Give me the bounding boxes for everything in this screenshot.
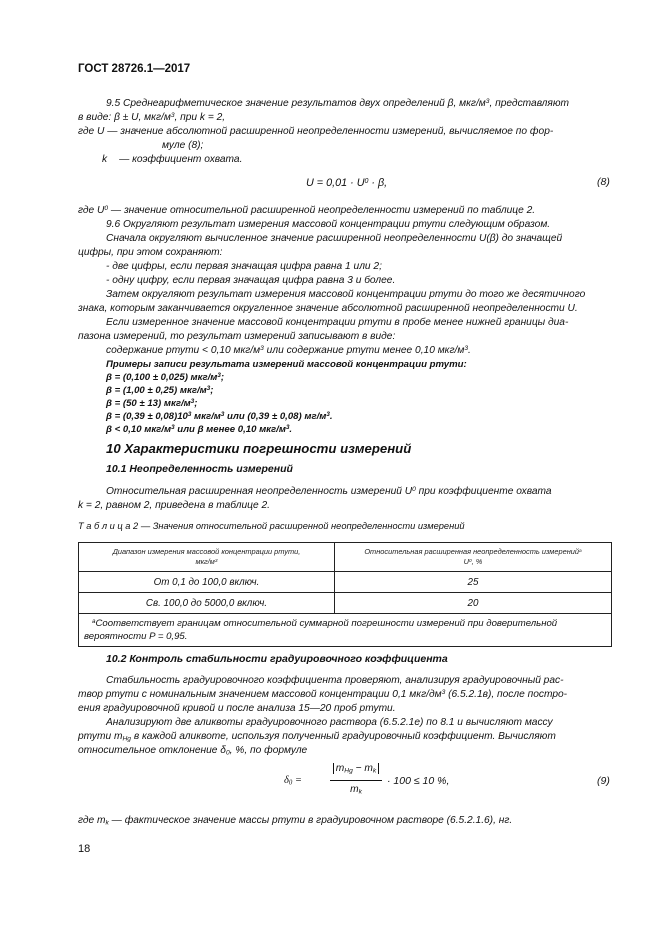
equation-8-number: (8) — [597, 176, 610, 188]
document-header: ГОСТ 28726.1—2017 — [78, 63, 191, 75]
para-below-range-line2: пазона измерений, то результат измерений записывают в виде: — [78, 331, 396, 342]
para-9-5-line2: в виде: β ± U, мкг/$м^3$, при k = 2, — [78, 112, 226, 123]
table-footnote: $^а$Соответствует границам относительной суммарной погрешности измерений при доверительной вероятности P = 0,95. — [79, 614, 612, 647]
para-10-2-line6: относительное отклонение $\delta_0$, %, по формуле — [78, 745, 308, 757]
table-cell-value: 20 — [335, 593, 612, 614]
equation-9-number: (9) — [597, 775, 610, 787]
equation-8: $U = 0,01 \cdot U^0 \cdot \beta$, — [306, 177, 388, 189]
para-rounding-line2: знака, которым заканчивается округленное значение абсолютной расширенной неопределенности U. — [78, 303, 578, 314]
examples-title: Примеры записи результата измерений массовой концентрации ртути: — [106, 359, 467, 370]
column-header-uncertainty: Относительная расширенная неопределенность измерений$^a$ $U^0$, % — [335, 543, 612, 572]
table-footnote-row — [79, 614, 612, 647]
definition-mk: где $m_k$ — фактическое значение массы ртути в градуировочном растворе (6.5.2.1.6), нг. — [78, 815, 513, 827]
definition-U-cont: муле (8); — [162, 140, 204, 151]
table-cell-range: Св. 100,0 до 5000,0 включ. — [79, 593, 335, 614]
para-9-6-line2: Сначала округляют вычисленное значение расширенной неопределенности U(β) до значащей — [106, 233, 563, 244]
para-below-range: Если измеренное значение массовой концентрации ртути в пробе менее нижней границы диа- — [106, 317, 569, 328]
example-1: β = (0,100 ± 0,025) мкг/$м^3$; — [106, 372, 225, 383]
equation-9-denominator: $m_k$ — [350, 784, 362, 796]
para-10-2-line2: твор ртути с номинальным значением массовой концентрации 0,1 мкг/$дм^3$ (6.5.2.1в), после постро- — [78, 689, 568, 700]
definition-k: k — коэффициент охвата. — [102, 154, 243, 165]
table-row — [79, 572, 612, 593]
equation-9-rhs: · 100 ≤ 10 %, — [387, 775, 450, 787]
para-10-2-line5: ртути $m_{Hg}$ в каждой аликвоте, используя полученный градуировочный коэффициент. Вычисляют — [78, 731, 556, 743]
table-row — [79, 593, 612, 614]
below-range-notation: содержание ртути < 0,10 мкг/$м^3$ или содержание ртути менее 0,10 мкг/$м^3$. — [106, 345, 471, 356]
rule-one-digit: - одну цифру, если первая значащая цифра равна 3 и более. — [106, 275, 396, 286]
table-header-row — [79, 543, 612, 572]
definition-U: где U — значение абсолютной расширенной неопределенности измерений, вычисляемое по фор- — [78, 126, 554, 137]
table-cell-range: От 0,1 до 100,0 включ. — [79, 572, 335, 593]
para-rounding: Затем округляют результат измерения массовой концентрации ртути до того же десятичного — [106, 289, 586, 300]
para-9-6-line3: цифры, при этом сохраняют: — [78, 247, 223, 258]
para-10-2-line1: Стабильность градуировочного коэффициента проверяют, анализируя градуировочный рас- — [106, 675, 564, 686]
rule-two-digits: - две цифры, если первая значащая цифра равна 1 или 2; — [106, 261, 382, 272]
equation-9-numerator: $m_{Hg} - m_k$ — [330, 763, 382, 774]
section-10-1-heading: 10.1 Неопределенность измерений — [106, 463, 293, 475]
para-9-6: 9.6 Округляют результат измерения массовой концентрации ртути следующим образом. — [106, 219, 551, 230]
para-9-5-line1: 9.5 Среднеарифметическое значение результатов двух определений β, мкг/$м^3$, представляют — [106, 98, 570, 109]
example-5: β < 0,10 мкг/$м^3$ или β менее 0,10 мкг/$м^3$. — [106, 424, 293, 435]
para-10-2-line3: ения градуировочной кривой и после анализа 15—20 проб ртути. — [78, 703, 396, 714]
fraction-bar — [330, 780, 382, 781]
para-10-1-line2: k = 2, равном 2, приведена в таблице 2. — [78, 500, 270, 511]
section-10-heading: 10 Характеристики погрешности измерений — [106, 441, 412, 456]
page-number: 18 — [78, 843, 91, 855]
column-header-range: Диапазон измерения массовой концентрации ртути, мкг/$м^3$ — [79, 543, 335, 572]
table-cell-value: 25 — [335, 572, 612, 593]
example-3: β = (50 ± 13) мкг/$м^3$; — [106, 398, 198, 409]
section-10-2-heading: 10.2 Контроль стабильности градуировочного коэффициента — [106, 653, 448, 665]
para-10-2-line4: Анализируют две аликвоты градуировочного раствора (6.5.2.1е) по 8.1 и вычисляют массу — [106, 717, 553, 728]
table-2 — [78, 542, 612, 647]
equation-9-lhs: $\delta_0$ = — [284, 775, 303, 787]
example-2: β = (1,00 ± 0,25) мкг/$м^3$; — [106, 385, 214, 396]
example-4: $\beta = (0,39 \pm 0,08)10^3$ мкг/$м^3$ или (0,39 ± 0,08) $мг/м^3$. — [106, 411, 333, 422]
definition-U0: где $U^0$ — значение относительной расширенной неопределенности измерений по таблице 2. — [78, 205, 536, 216]
para-10-1: Относительная расширенная неопределенность измерений $U^0$ при коэффициенте охвата — [106, 486, 552, 497]
table-2-caption: Т а б л и ц а 2 — Значения относительной расширенной неопределенности измерений — [78, 521, 465, 531]
